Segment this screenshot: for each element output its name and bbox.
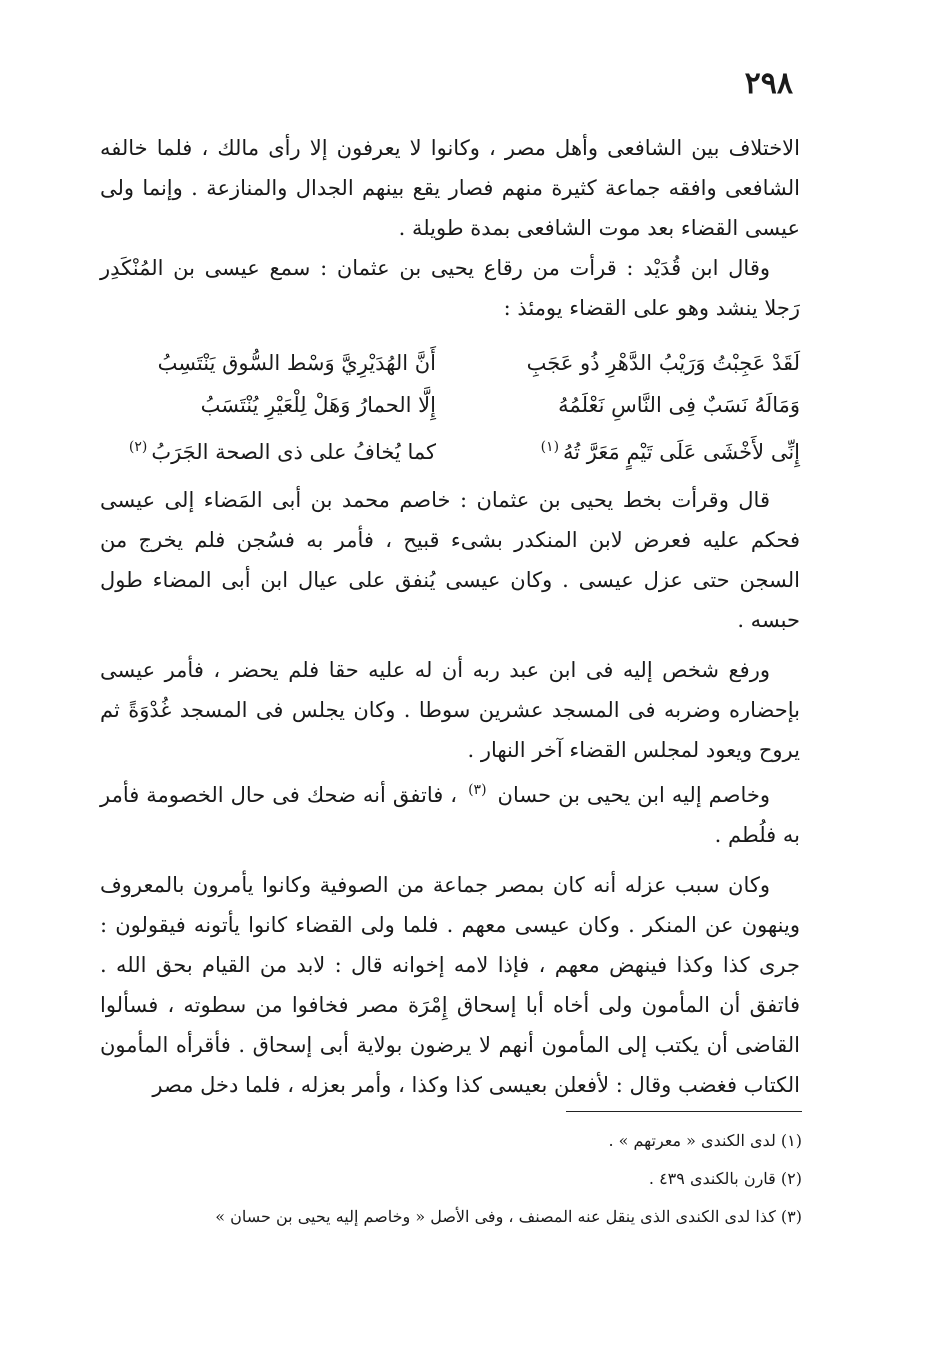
main-text <box>100 128 800 1105</box>
poem <box>100 342 800 468</box>
verse <box>100 426 800 468</box>
first-hemistich: لَقَدْ عَجِبْتُ وَرَيْبُ الدَّهْرِ ذُو عَجَبِ <box>526 351 800 375</box>
verse <box>100 342 800 384</box>
footnote-marker: (٣) <box>468 782 487 798</box>
first-hemistich: وَمَالَهُ نَسَبٌ فِى النَّاسِ نَعْلَمُهُ <box>558 393 800 417</box>
paragraph: وقال ابن قُدَيْد : قرأت من رقاع يحيى بن عثمان : سمع عيسى بن المُنْكَدِر رَجلا ينشد وهو على القضاء يومئذ : <box>100 256 800 320</box>
second-hemistich: إِلَّا الحمارُ وَهَلْ لِلْعَيْرِ يُنْتَسَبُ <box>200 393 436 417</box>
page-number: ٢٩٨ <box>744 66 793 101</box>
verse <box>100 384 800 426</box>
footnote: (٢) قارن بالكندى ٤٣٩ . <box>648 1169 802 1188</box>
paragraph: قال وقرأت بخط يحيى بن عثمان : خاصم محمد بن أبى المَضاء إلى عيسى فحكم عليه فعرض لابن المنكدر بشىء قبيح ، فأمر به فسُجن فلم يخرج من السجن حتى عزل عيسى . وكان عيسى يُنفق على عيال ابن أبى المضاء طول حبسه . <box>100 488 800 632</box>
paragraph: ورفع شخص إليه فى ابن عبد ربه أن له عليه حقا فلم يحضر ، فأمر عيسى بإحضاره وضربه فى المسجد عشرين سوطا . وكان يجلس فى المسجد غُدْوَةً ثم يروح ويعود لمجلس القضاء آخر النهار . <box>100 658 800 762</box>
footnote-separator <box>566 1111 802 1112</box>
paragraph: الاختلاف بين الشافعى وأهل مصر ، وكانوا لا يعرفون إلا رأى مالك ، فلما خالفه الشافعى وافقه جماعة كثيرة منهم فصار يقع بينهم الجدال والمنازعة . وإنما ولى عيسى القضاء بعد موت الشافعى بمدة طويلة . <box>100 136 800 240</box>
footnotes <box>102 1122 802 1236</box>
second-hemistich: كما يُخافُ على ذى الصحة الجَرَبُ$^{(٢)}$ <box>128 439 436 464</box>
footnote: (١) لدى الكندى « معرتهم » . <box>608 1131 802 1150</box>
footnote-marker: (٢) <box>128 439 148 455</box>
paragraph: وكان سبب عزله أنه كان بمصر جماعة من الصوفية وكانوا يأمرون بالمعروف وينهون عن المنكر . وكان عيسى معهم . فلما ولى القضاء كانوا يأتونه فيقولون : جرى كذا وكذا فينهض معهم ، فإذا لامه إخوانه قال : لابد من القيام بحق الله . فاتفق أن المأمون ولى أخاه أبا إسحاق إِمْرَة مصر فخافوا من سطوته ، فسألوا القاضى أن يكتب إلى المأمون أنهم لا يرضون بولاية أبى إسحاق . فأقرأه المأمون الكتاب فغضب وقال : لأفعلن بعيسى كذا وكذا ، وأمر بعزله ، فلما دخل مصر <box>100 873 800 1097</box>
paragraph: وخاصم إليه ابن يحيى بن حسان $^{(٣)}$ ، فاتفق أنه ضحك فى حال الخصومة فأمر به فلُطم . <box>100 782 800 847</box>
first-hemistich: إِنِّى لأَخْشَى عَلَى تَيْمٍ مَعَرَّ تُهُ$^{(١)}$ <box>540 439 800 464</box>
footnote-marker: (١) <box>540 439 560 455</box>
footnote: (٣) كذا لدى الكندى الذى ينقل عنه المصنف ، وفى الأصل « وخاصم إليه يحيى بن حسان » <box>215 1207 802 1226</box>
second-hemistich: أَنَّ الهُدَيْرِيَّ وَسْط السُّوق يَنْتَسِبُ <box>157 351 436 375</box>
